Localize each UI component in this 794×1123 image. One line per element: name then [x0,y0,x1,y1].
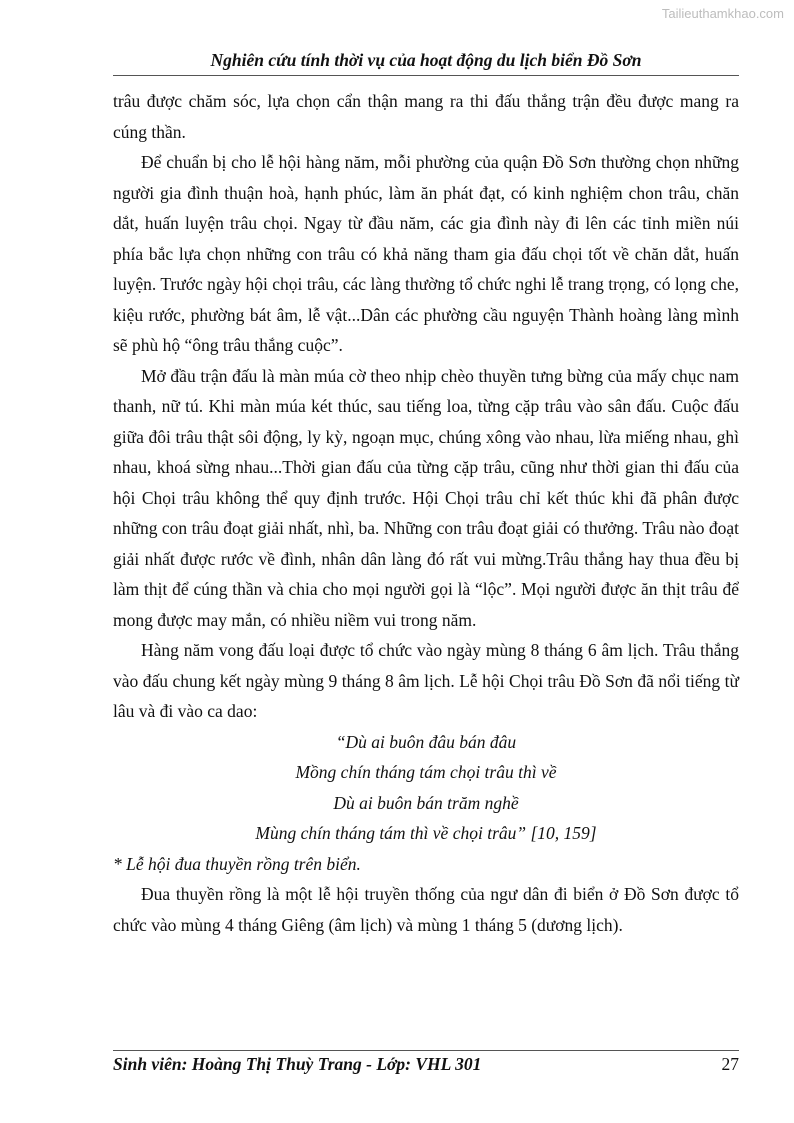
citation: [10, 159] [526,823,597,843]
paragraph-2: Để chuẩn bị cho lễ hội hàng năm, mỗi phường của quận Đồ Sơn thường chọn những người gia đình thuận hoà, hạnh phúc, làm ăn phát đạt, có kinh nghiệm chon trâu, chăn dắt, huấn luyện trâu chọi. Ngay từ đầu năm, các gia đình này đi lên các tỉnh miền núi phía bắc lựa chọn những con trâu có khả năng tham gia đấu chọi tốt về chăn dắt, huấn luyện. Trước ngày hội chọi trâu, các làng thường tổ chức nghi lễ trang trọng, có lọng che, kiệu rước, phường bát âm, lễ vật...Dân các phường cầu nguyện Thành hoàng làng mình sẽ phù hộ “ông trâu thắng cuộc”. [113,152,739,355]
poem-line: “Dù ai buôn đâu bán đâu [335,731,517,752]
header-rule [113,75,739,76]
poem-line: Mùng chín tháng tám thì về chọi trâu” [10, 159] [255,823,597,843]
paragraph-4: Hàng năm vong đấu loại được tổ chức vào ngày mùng 8 tháng 6 âm lịch. Trâu thắng vào đấu chung kết ngày mùng 9 tháng 8 âm lịch. Lễ hội Chọi trâu Đồ Sơn đã nổi tiếng từ lâu và đi vào ca dao: [113,640,739,721]
footer-author: Sinh viên: Hoàng Thị Thuỳ Trang - Lớp: VHL 301 [113,1054,482,1074]
page-number: 27 [721,1054,739,1074]
page-footer [113,1054,739,1075]
section-subheading: * Lễ hội đua thuyền rồng trên biển. [113,853,361,874]
running-header: Nghiên cứu tính thời vụ của hoạt động du lịch biển Đồ Sơn [210,50,642,70]
watermark: Tailieuthamkhao.com [661,6,784,21]
footer-rule [113,1050,739,1051]
folk-poem [113,727,739,849]
paragraph-1: trâu được chăm sóc, lựa chọn cẩn thận mang ra thi đấu thắng trận đều được mang ra cúng thần. [113,91,739,142]
paragraph-3: Mở đầu trận đấu là màn múa cờ theo nhịp chèo thuyền tưng bừng của mấy chục nam thanh, nữ tú. Khi màn múa két thúc, sau tiếng loa, từng cặp trâu vào sân đấu. Cuộc đấu giữa đôi trâu thật sôi động, ly kỳ, ngoạn mục, chúng xông vào nhau, lừa miếng nhau, ghì nhau, khoá sừng nhau...Thời gian đấu của từng cặp trâu, cũng như thời gian thi đấu của hội Chọi trâu không thể quy định trước. Hội Chọi trâu chỉ kết thúc khi đã phân được những con trâu đoạt giải nhất, nhì, ba. Những con trâu đoạt giải có thưởng. Trâu nào đoạt giải nhất được rước về đình, nhân dân làng đó rất vui mừng.Trâu thắng hay thua đều bị làm thịt để cúng thần và chia cho mọi người gọi là “lộc”. Mọi người được ăn thịt trâu để mong được may mắn, có nhiều niềm vui trong năm. [113,365,739,630]
paragraph-5: Đua thuyền rồng là một lễ hội truyền thống của ngư dân đi biển ở Đồ Sơn được tổ chức vào mùng 4 tháng Giêng (âm lịch) và mùng 1 tháng 5 (dương lịch). [113,884,739,935]
page-body [113,86,739,940]
poem-line: Dù ai buôn bán trăm nghề [333,792,519,813]
poem-line: Mồng chín tháng tám chọi trâu thì về [295,762,557,782]
